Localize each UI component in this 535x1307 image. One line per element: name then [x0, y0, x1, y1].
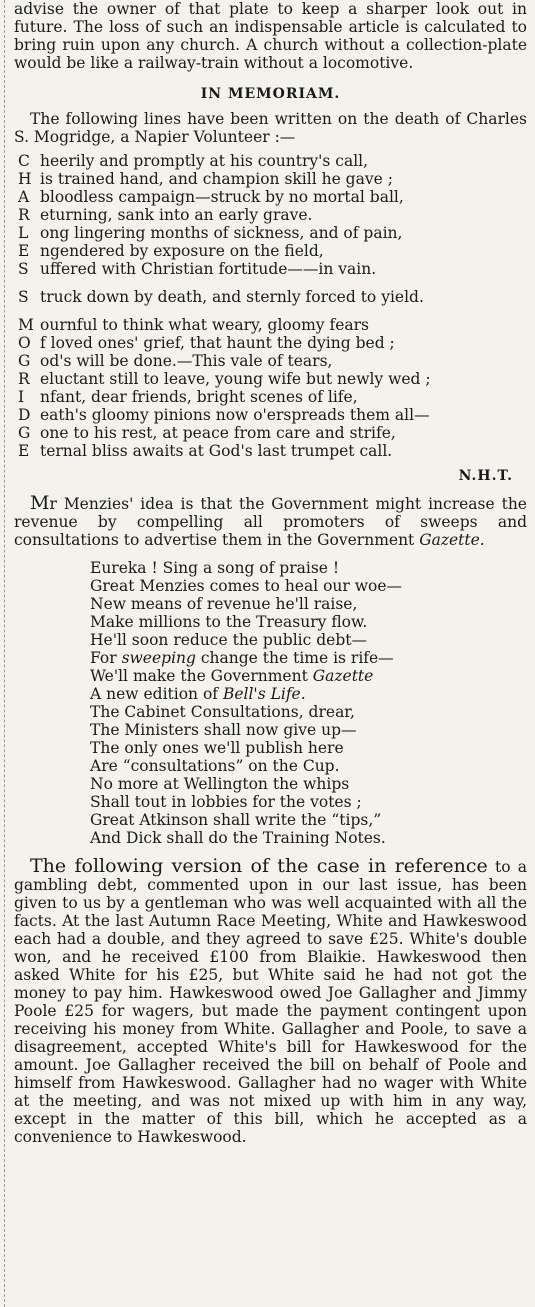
acrostic-line [18, 424, 527, 442]
acrostic-line [18, 442, 527, 460]
acrostic-line [18, 370, 527, 388]
menzies-poem [90, 559, 527, 847]
poem-line: Make millions to the Treasury flow. [90, 613, 368, 631]
menzies-intro [14, 494, 527, 549]
acrostic-line [18, 316, 527, 334]
acrostic-line [18, 170, 527, 188]
acrostic-letter: M [18, 316, 34, 334]
acrostic-text: ong lingering months of sickness, and of pain, [40, 224, 403, 242]
menzies-intro-text: r Menzies' idea is that the Government might increase the revenue by compelling all promoters of sweeps and consultations to advertise them in the Government [14, 495, 527, 549]
acrostic-line [18, 406, 527, 424]
acrostic-letter: E [18, 242, 30, 260]
poem-line: Are “consultations” on the Cup. [90, 757, 340, 775]
gambling-paragraph [14, 857, 527, 1146]
acrostic-text: nfant, dear friends, bright scenes of life, [40, 388, 358, 406]
poem-line: Shall tout in lobbies for the votes ; [90, 793, 362, 811]
acrostic-letter: I [18, 388, 25, 406]
acrostic-text: truck down by death, and sternly forced to yield. [40, 288, 424, 306]
acrostic-letter: R [18, 370, 30, 388]
acrostic-letter: G [18, 424, 31, 442]
acrostic-text: uffered with Christian fortitude——in vain. [40, 260, 377, 278]
poem-line: No more at Wellington the whips [90, 775, 350, 793]
poem-line: And Dick shall do the Training Notes. [90, 829, 386, 847]
acrostic-text: eath's gloomy pinions now o'erspreads them all— [40, 406, 430, 424]
gambling-lead: The following version of the case in reference [30, 855, 488, 877]
acrostic-letter: C [18, 152, 30, 170]
menzies-intro-italic: Gazette. [419, 531, 485, 549]
acrostic-text: one to his rest, at peace from care and strife, [40, 424, 396, 442]
acrostic-line [18, 388, 527, 406]
poem-line: Great Atkinson shall write the “tips,” [90, 811, 382, 829]
acrostic-line [18, 352, 527, 370]
poem-line: New means of revenue he'll raise, [90, 595, 358, 613]
acrostic-text: bloodless campaign—struck by no mortal ball, [40, 188, 404, 206]
acrostic-poem [18, 152, 527, 460]
acrostic-letter: A [18, 188, 30, 206]
acrostic-text: heerily and promptly at his country's call, [40, 152, 369, 170]
acrostic-line [18, 334, 527, 352]
column-rule [4, 0, 5, 1307]
poem-line: A new edition of Bell's Life. [90, 685, 306, 703]
poem-line: We'll make the Government Gazette [90, 667, 374, 685]
acrostic-letter: L [18, 224, 29, 242]
signature: N.H.T. [458, 468, 513, 484]
memoriam-intro-text: The following lines have been written on the death of Charles S. Mogridge, a Napier Volunteer :— [14, 110, 527, 146]
acrostic-stanza-2 [18, 288, 527, 306]
acrostic-letter: R [18, 206, 30, 224]
acrostic-line [18, 260, 527, 278]
acrostic-text: eluctant still to leave, young wife but newly wed ; [40, 370, 431, 388]
acrostic-text: eturning, sank into an early grave. [40, 206, 313, 224]
poem-line: For sweeping change the time is rife— [90, 649, 394, 667]
menzies-lead: M [30, 492, 50, 514]
poem-line: Eureka ! Sing a song of praise ! [90, 559, 340, 577]
poem-line: He'll soon reduce the public debt— [90, 631, 367, 649]
acrostic-letter: G [18, 352, 31, 370]
memoriam-intro [14, 110, 527, 146]
poem-line: The Cabinet Consultations, drear, [90, 703, 355, 721]
acrostic-letter: S [18, 288, 29, 306]
acrostic-text: f loved ones' grief, that haunt the dying bed ; [40, 334, 395, 352]
acrostic-line [18, 152, 527, 170]
acrostic-line [18, 242, 527, 260]
top-paragraph: advise the owner of that plate to keep a sharper look out in future. The loss of such an indispensable article is calculated to bring ruin upon any church. A church without a collection-plate would be like a railway-train without a locomotive. [14, 0, 527, 72]
acrostic-text: od's will be done.—This vale of tears, [40, 352, 333, 370]
acrostic-text: ternal bliss awaits at God's last trumpet call. [40, 442, 393, 460]
acrostic-line [18, 288, 527, 306]
acrostic-line [18, 188, 527, 206]
acrostic-line [18, 224, 527, 242]
acrostic-text: is trained hand, and champion skill he gave ; [40, 170, 393, 188]
acrostic-stanza-1 [18, 152, 527, 278]
acrostic-letter: D [18, 406, 31, 424]
acrostic-letter: S [18, 260, 29, 278]
poem-line: The Ministers shall now give up— [90, 721, 357, 739]
acrostic-letter: H [18, 170, 32, 188]
gambling-body: to a gambling debt, commented upon in our last issue, has been given to us by a gentleman who was well acquainted with all the facts. At the last Autumn Race Meeting, White and Hawkeswood each had a double, and they agreed to save £25. White's double won, and he received £100 from Blaikie. Hawkeswood then asked White for his £25, but White said he had not got the money to pay him. Hawkeswood owed Joe Gallagher and Jimmy Poole £25 for wagers, but made the payment contingent upon receiving his money from White. Gallagher and Poole, to save a disagreement, accepted White's bill for Hawkeswood for the amount. Joe Gallagher received the bill on behalf of Poole and himself from Hawkeswood. Gallagher had no wager with White at the meeting, and was not mixed up with him in any way, except in the matter of this bill, which he accepted as a convenience to Hawkeswood. [14, 858, 527, 1146]
acrostic-stanza-3 [18, 316, 527, 460]
memoriam-heading: IN MEMORIAM. [200, 86, 341, 102]
acrostic-letter: O [18, 334, 31, 352]
acrostic-letter: E [18, 442, 30, 460]
poem-line: Great Menzies comes to heal our woe— [90, 577, 403, 595]
acrostic-text: ngendered by exposure on the field, [40, 242, 324, 260]
acrostic-text: ournful to think what weary, gloomy fears [40, 316, 369, 334]
acrostic-line [18, 206, 527, 224]
poem-line: The only ones we'll publish here [90, 739, 344, 757]
